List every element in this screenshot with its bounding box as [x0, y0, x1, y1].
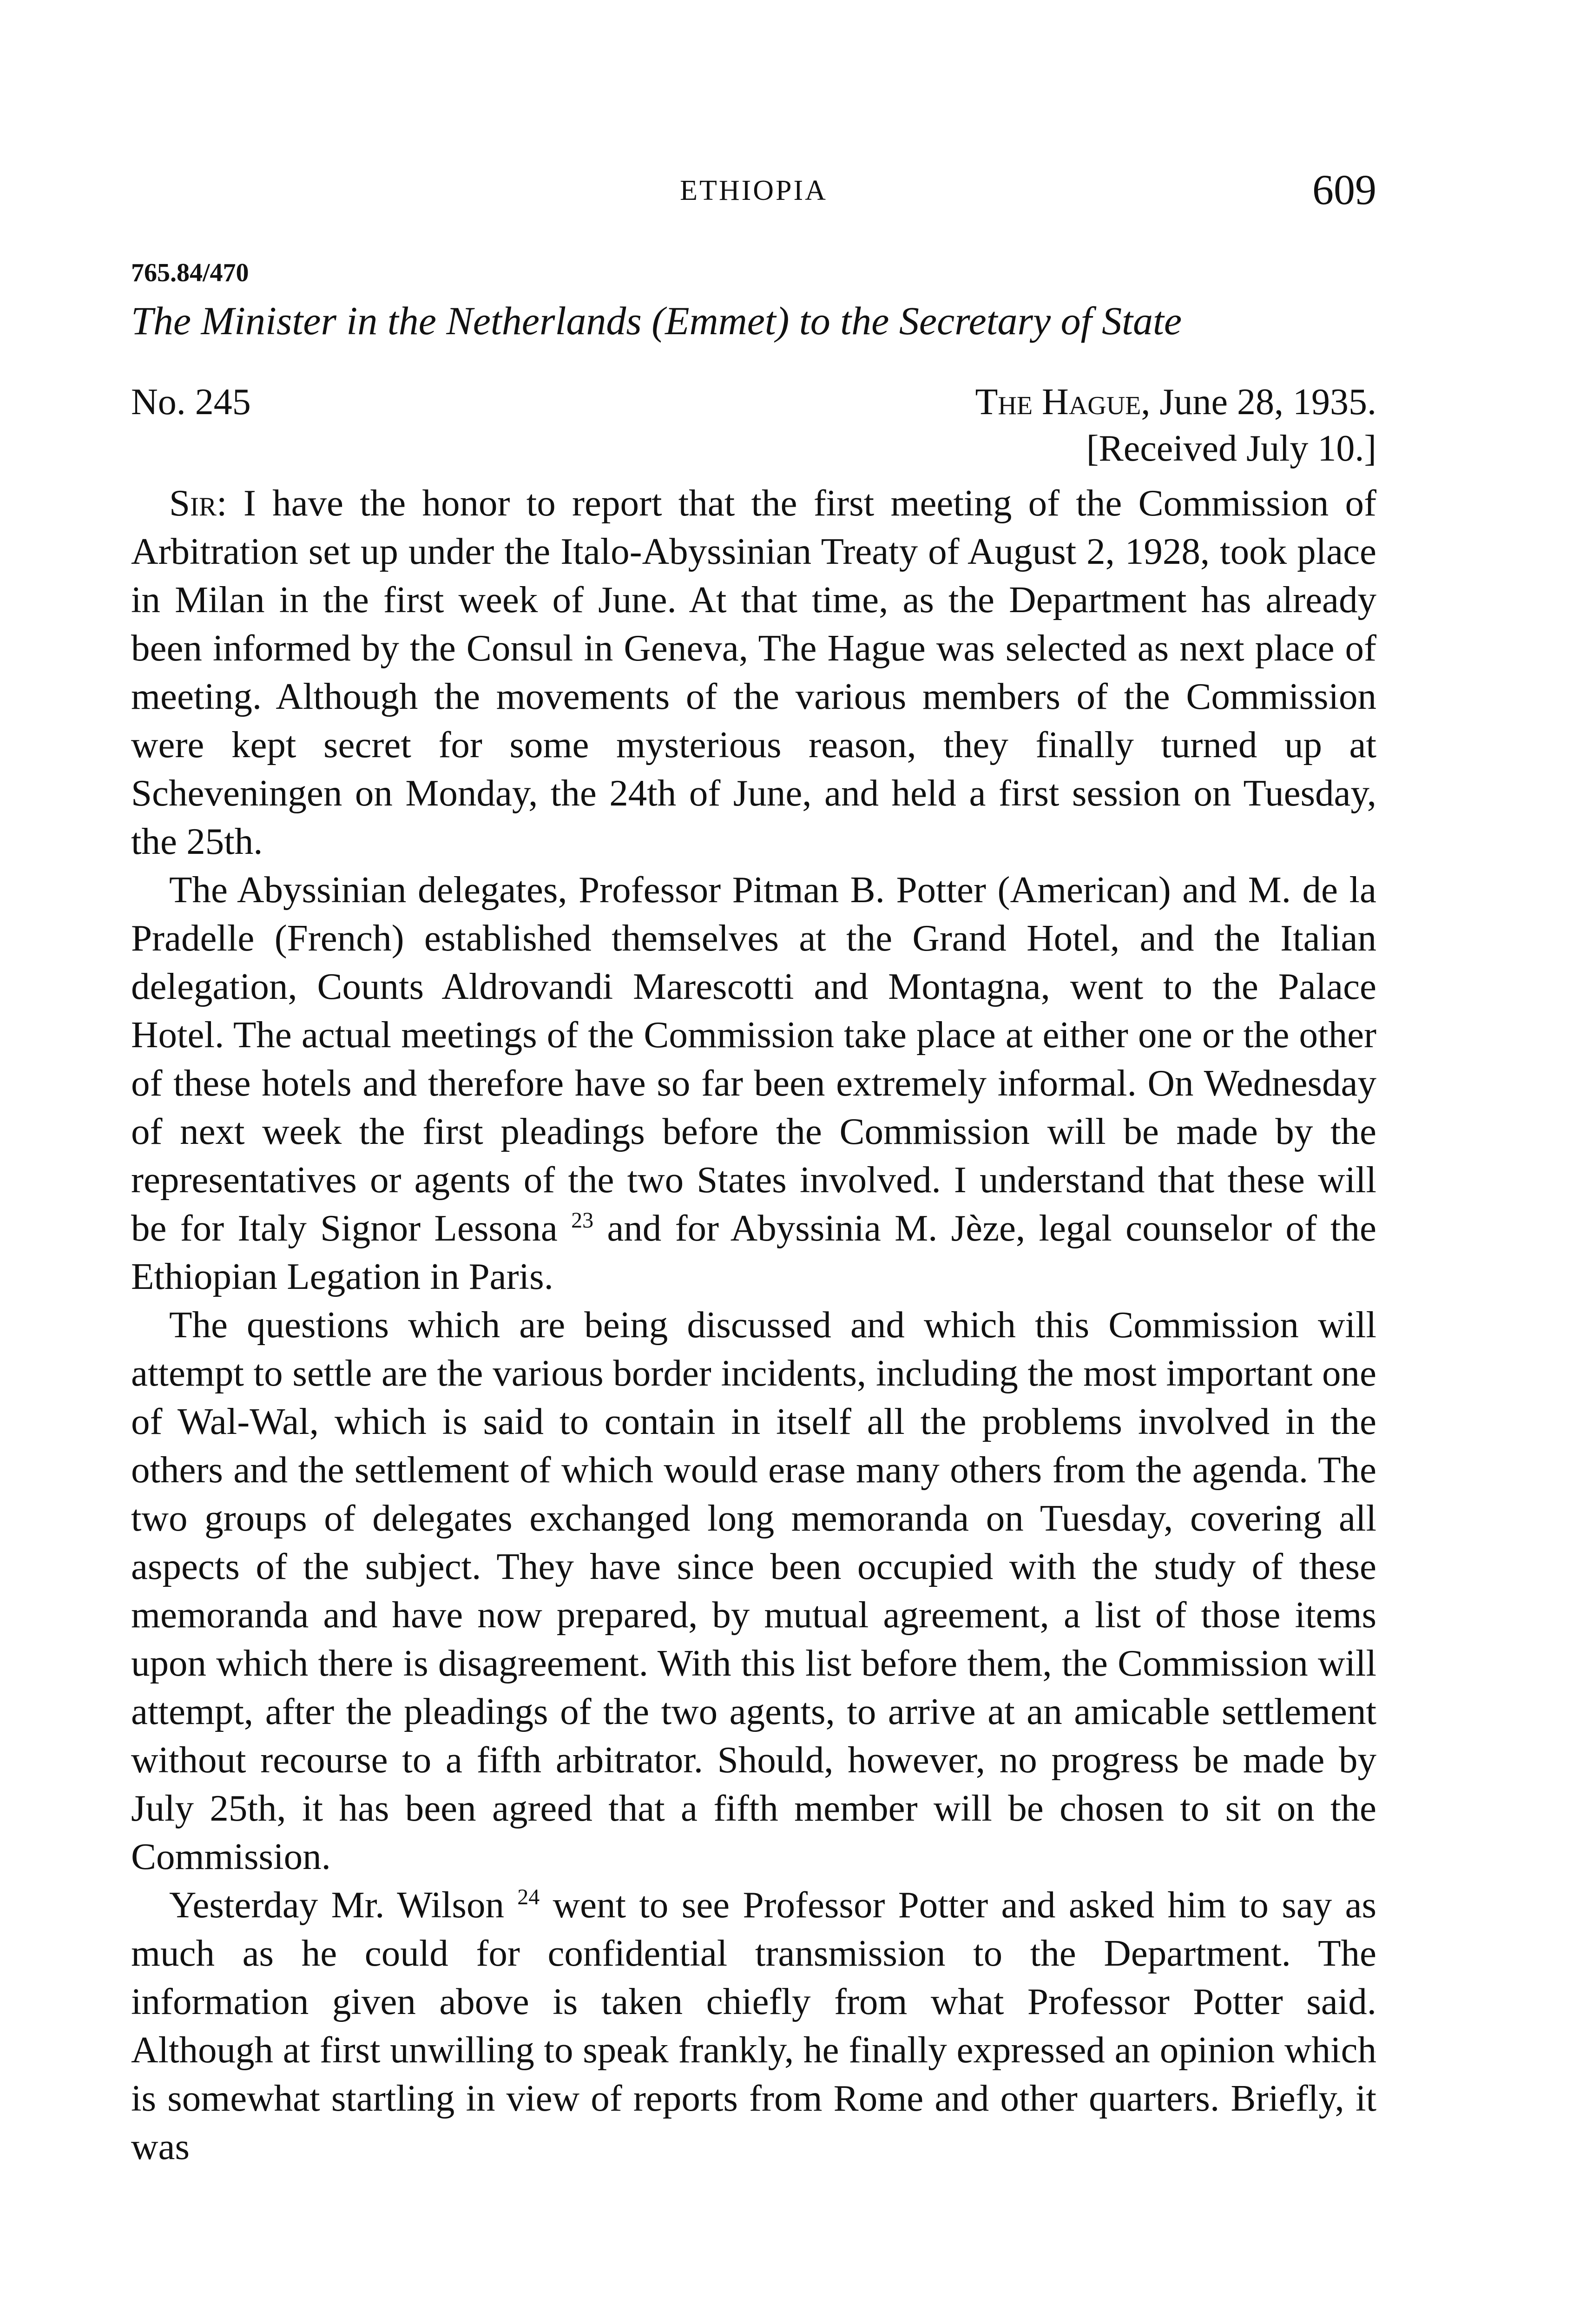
paragraph-2-text-b: and for Abyssinia M. Jèze, legal counselor of the Ethiopian Legation in Paris. [131, 1207, 1377, 1297]
salutation: Sir: [169, 482, 227, 524]
dispatch-place-date [975, 381, 1376, 423]
paragraph-1-text: I have the honor to report that the first meeting of the Commission of Arbitration set up under the Italo-Abyssinian Treaty of August 2, 1928, took place in Milan in the first week of June. At that time, as the Department has already been informed by the Consul in Geneva, The Hague was selected as next place of meeting. Although the movements of the various members of the Commission were kept secret for some mysterious reason, they finally turned up at Scheveningen on Monday, the 24th of June, and held a first session on Tuesday, the 25th. [131, 482, 1376, 862]
paragraph-4 [131, 1881, 1376, 2171]
paragraph-1 [131, 479, 1376, 865]
document-heading: The Minister in the Netherlands (Emmet) to the Secretary of State [131, 298, 1182, 343]
running-title: ETHIOPIA [680, 175, 828, 206]
paragraph-3: The questions which are being discussed and which this Commission will attempt to settle are the various border incidents, including the most important one of Wal-Wal, which is said to contain in itself all the problems involved in the others and the settlement of which would erase many others from the agenda. The two groups of delegates exchanged long memoranda on Tuesday, covering all aspects of the subject. They have since been occupied with the study of these memoranda and have now prepared, by mutual agreement, a list of those items upon which there is disagreement. With this list before them, the Commission will attempt, after the pleadings of the two agents, to arrive at an amicable settlement without recourse to a fifth arbitrator. Should, however, no progress be made by July 25th, it has been agreed that a fifth member will be chosen to sit on the Commission. [131, 1304, 1376, 1877]
letter-body [131, 479, 1376, 2171]
paragraph-4-text-a: Yesterday Mr. Wilson [169, 1884, 504, 1926]
footnote-ref-24[interactable]: 24 [517, 1885, 540, 1909]
running-head [131, 165, 1376, 221]
dispatch-place: The Hague, [975, 382, 1151, 423]
page-number: 609 [1312, 166, 1376, 213]
received-date: [Received July 10.] [1086, 428, 1376, 469]
dispatch-number: No. 245 [131, 382, 251, 423]
paragraph-2 [131, 865, 1376, 1301]
dispatch-line [131, 381, 1376, 432]
paragraph-4-text-b: went to see Professor Potter and asked him to say as much as he could for confidential transmission to the Department. The information given above is taken chiefly from what Professor Potter said. Although at first unwilling to speak frankly, he finally expressed an opinion which is somewhat startling in view of reports from Rome and other quarters. Briefly, it was [131, 1884, 1377, 2167]
file-number: 765.84/470 [131, 258, 249, 287]
paragraph-2-text-a: The Abyssinian delegates, Professor Pitman B. Potter (American) and M. de la Pradelle (French) established themselves at the Grand Hotel, and the Italian delegation, Counts Aldrovandi Marescotti and Montagna, went to the Palace Hotel. The actual meetings of the Commission take place at either one or the other of these hotels and therefore have so far been extremely informal. On Wednesday of next week the first pleadings before the Commission will be made by the representatives or agents of the two States involved. I understand that these will be for Italy Signor Lessona [131, 869, 1376, 1249]
footnote-ref-23[interactable]: 23 [571, 1208, 594, 1233]
dispatch-date: June 28, 1935. [1159, 382, 1376, 423]
